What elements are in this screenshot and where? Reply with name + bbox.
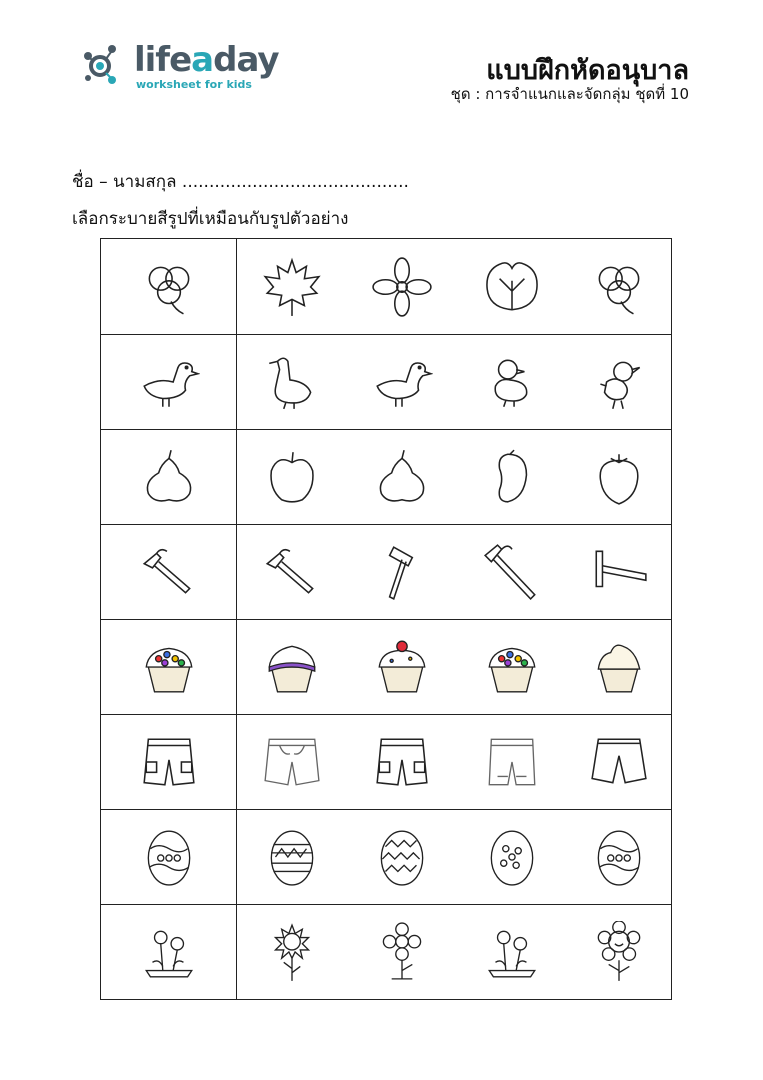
choice-cell[interactable] (347, 809, 457, 904)
choice-cell[interactable] (457, 429, 567, 524)
choice-cell[interactable] (347, 714, 457, 809)
example-cell (101, 809, 236, 904)
daisy-icon (371, 921, 433, 983)
grape-leaf-icon (481, 256, 543, 318)
smiling-sunflower-icon (261, 921, 323, 983)
choice-cell[interactable] (567, 429, 671, 524)
choice-cell[interactable] (457, 619, 567, 714)
apple-icon (261, 446, 323, 508)
stripe-egg-icon (261, 826, 323, 888)
purple-frosting-cupcake-icon (261, 636, 323, 698)
candy-cupcake-icon (481, 636, 543, 698)
choice-cell[interactable] (457, 524, 567, 619)
choice-cell[interactable] (567, 904, 671, 999)
cargo-shorts-icon (138, 731, 200, 793)
choice-cell[interactable] (237, 714, 347, 809)
choice-cell[interactable] (567, 714, 671, 809)
plain-shorts-icon (588, 731, 650, 793)
logo-molecule-icon (82, 40, 130, 88)
row-birds (101, 334, 671, 430)
logo-wordmark: lifeaday (134, 40, 279, 80)
smiling-flower-icon (588, 921, 650, 983)
cargo-shorts-icon (371, 731, 433, 793)
row-cupcakes (101, 619, 671, 715)
row-hammers (101, 524, 671, 620)
name-field[interactable]: ชื่อ – นามสกุล .......................................... (72, 172, 409, 192)
strawberry-icon (588, 446, 650, 508)
mango-icon (481, 446, 543, 508)
choice-cell[interactable] (567, 524, 671, 619)
example-cell (101, 334, 236, 429)
flower-blossom-icon (371, 256, 433, 318)
maple-leaf-icon (261, 256, 323, 318)
row-leaves (101, 239, 671, 335)
choice-cell[interactable] (237, 619, 347, 714)
page-subtitle: ชุด : การจำแนกและจัดกลุ่ม ชุดที่ 10 (450, 85, 689, 103)
example-cell (101, 714, 236, 809)
potted-tulips-icon (481, 921, 543, 983)
claw-hammer-icon (261, 541, 323, 603)
cherry-cupcake-icon (371, 636, 433, 698)
denim-shorts-icon (261, 731, 323, 793)
choice-cell[interactable] (237, 429, 347, 524)
zigzag-egg-icon (371, 826, 433, 888)
choice-cell[interactable] (237, 239, 347, 334)
choice-cell[interactable] (457, 239, 567, 334)
flower-wave-egg-icon (138, 826, 200, 888)
cream-cupcake-icon (588, 636, 650, 698)
chick-icon (588, 351, 650, 413)
choice-cell[interactable] (347, 334, 457, 429)
choice-cell[interactable] (347, 904, 457, 999)
duck-icon (138, 351, 200, 413)
choice-cell[interactable] (347, 429, 457, 524)
row-flowers (101, 904, 671, 999)
flower-wave-egg-icon (588, 826, 650, 888)
choice-cell[interactable] (567, 619, 671, 714)
row-easter-eggs (101, 809, 671, 905)
rose-apple-icon (138, 446, 200, 508)
choice-cell[interactable] (457, 334, 567, 429)
example-cell (101, 619, 236, 714)
example-cell (101, 239, 236, 334)
choice-cell[interactable] (457, 714, 567, 809)
duckling-icon (481, 351, 543, 413)
choice-cell[interactable] (347, 619, 457, 714)
choice-cell[interactable] (567, 334, 671, 429)
choice-cell[interactable] (237, 524, 347, 619)
logo-tagline: worksheet for kids (136, 78, 252, 91)
choice-cell[interactable] (347, 239, 457, 334)
page-title: แบบฝึกหัดอนุบาล (486, 55, 689, 86)
flower-dot-egg-icon (481, 826, 543, 888)
choice-cell[interactable] (567, 239, 671, 334)
clover-icon (138, 256, 200, 318)
choice-cell[interactable] (457, 904, 567, 999)
choice-cell[interactable] (237, 809, 347, 904)
example-cell (101, 524, 236, 619)
claw-hammer-long-icon (481, 541, 543, 603)
example-cell (101, 429, 236, 524)
clover-icon (588, 256, 650, 318)
logo (82, 40, 279, 92)
candy-cupcake-icon (138, 636, 200, 698)
choice-cell[interactable] (457, 809, 567, 904)
row-shorts (101, 714, 671, 810)
choice-cell[interactable] (237, 904, 347, 999)
wooden-mallet-icon (588, 541, 650, 603)
rose-apple-icon (371, 446, 433, 508)
matching-grid (100, 238, 672, 1000)
goose-icon (261, 351, 323, 413)
example-cell (101, 904, 236, 999)
choice-cell[interactable] (347, 524, 457, 619)
jean-shorts-icon (481, 731, 543, 793)
duck-icon (371, 351, 433, 413)
potted-tulips-icon (138, 921, 200, 983)
choice-cell[interactable] (567, 809, 671, 904)
choice-cell[interactable] (237, 334, 347, 429)
claw-hammer-icon (138, 541, 200, 603)
sledge-hammer-icon (371, 541, 433, 603)
row-fruits (101, 429, 671, 525)
instruction-text: เลือกระบายสีรูปที่เหมือนกับรูปตัวอย่าง (72, 209, 349, 229)
